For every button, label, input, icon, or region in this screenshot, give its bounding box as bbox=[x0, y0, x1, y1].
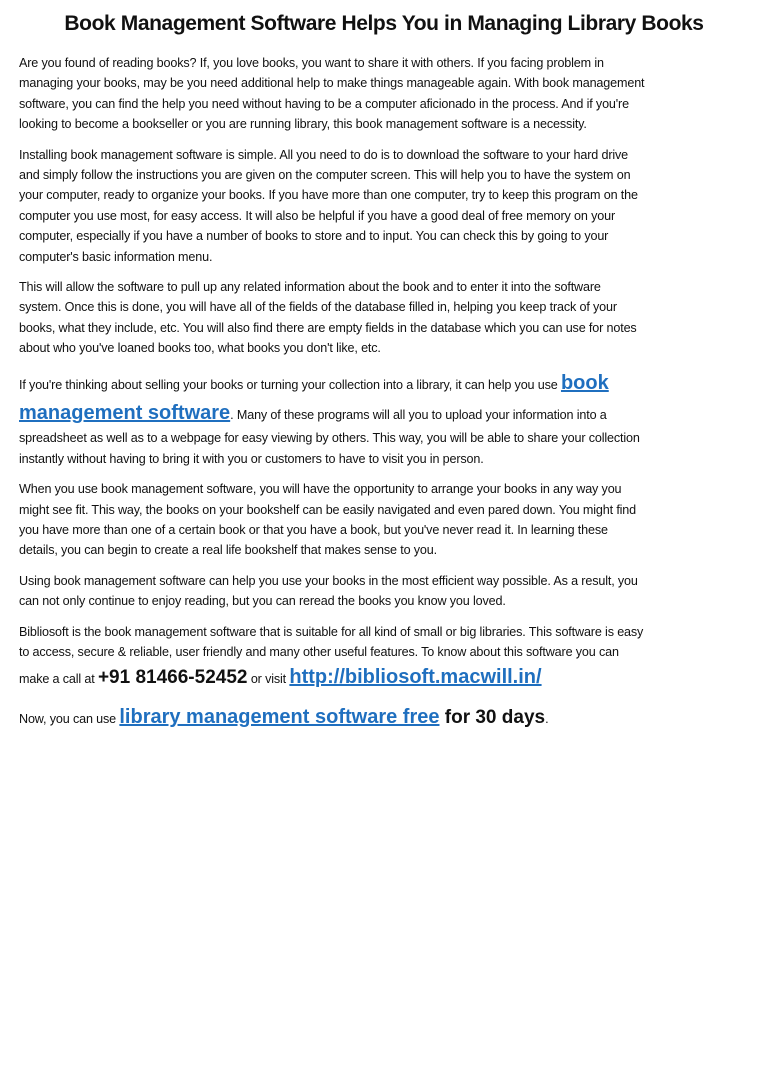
text-line: looking to become a bookseller or you are running library, this book management software is a necessity. bbox=[19, 117, 587, 132]
paragraph-4 bbox=[19, 368, 754, 469]
text-line: might see fit. This way, the books on your bookshelf can be easily navigated and even pared down. You might find bbox=[19, 502, 637, 517]
text-span: If you're thinking about selling your books or turning your collection into a library, it can help you use bbox=[19, 378, 561, 393]
book-management-software-link-part1[interactable]: book bbox=[560, 372, 609, 395]
text-line: Using book management software can help you use your books in the most efficient way possible. As a result, you bbox=[19, 573, 638, 588]
text-line: This will allow the software to pull up any related information about the book and to enter it into the software bbox=[19, 279, 601, 294]
document-title: Book Management Software Helps You in Managing Library Books bbox=[64, 12, 704, 35]
text-line: details, you can begin to create a real life bookshelf that makes sense to you. bbox=[19, 543, 437, 558]
text-span: . Many of these programs will all you to upload your information into a bbox=[230, 408, 607, 423]
paragraph-6 bbox=[19, 571, 754, 612]
text-line: Installing book management software is simple. All you need to do is to download the software to your hard drive bbox=[19, 147, 629, 162]
phone-number: +91 81466-52452 bbox=[97, 667, 248, 689]
text-line bbox=[19, 662, 754, 692]
trial-duration: for 30 days bbox=[439, 707, 546, 729]
text-span: or visit bbox=[247, 672, 290, 687]
paragraph-8 bbox=[19, 702, 754, 732]
text-line bbox=[19, 368, 754, 398]
paragraph-3 bbox=[19, 277, 754, 359]
paragraph-7 bbox=[19, 622, 754, 693]
text-line: Are you found of reading books? If, you love books, you want to share it with others. If you facing problem in bbox=[19, 56, 604, 70]
text-line: Bibliosoft is the book management software that is suitable for all kind of small or big libraries. This software is easy bbox=[19, 624, 644, 639]
text-span: make a call at bbox=[19, 672, 98, 687]
text-line: managing your books, may be you need additional help to make things manageable again. With book management bbox=[19, 76, 645, 91]
text-line: spreadsheet as well as to a webpage for easy viewing by others. This way, you will be able to share your collection bbox=[19, 431, 640, 446]
paragraph-2 bbox=[19, 145, 754, 267]
text-line: books, what they include, etc. You will also find there are empty fields in the database which you can use for notes bbox=[19, 320, 637, 335]
text-line: and simply follow the instructions you are given on the computer screen. This will help you to have the system on bbox=[19, 167, 631, 182]
text-line: computer, especially if you have a number of books to store and to input. You can check this by going to your bbox=[19, 229, 609, 244]
bibliosoft-website-link[interactable]: http://bibliosoft.macwill.in/ bbox=[289, 666, 542, 689]
paragraph-5 bbox=[19, 479, 754, 561]
text-line bbox=[19, 702, 754, 732]
text-line: your computer, ready to organize your books. If you have more than one computer, try to keep this program on the bbox=[19, 188, 638, 203]
text-line: about who you've loaned books too, what books you don't like, etc. bbox=[19, 341, 381, 356]
text-line: computer's basic information menu. bbox=[19, 249, 213, 264]
document-body bbox=[19, 53, 754, 742]
library-management-software-free-link[interactable]: library management software free bbox=[119, 706, 440, 729]
text-line: can not only continue to enjoy reading, but you can reread the books you know you loved. bbox=[19, 594, 506, 609]
text-line: software, you can find the help you need without having to be a computer aficionado in the process. And if you're bbox=[19, 96, 629, 111]
paragraph-1 bbox=[19, 53, 754, 135]
text-line: computer you use most, for easy access. It will also be helpful if you have a good deal of free memory on your bbox=[19, 208, 616, 223]
text-line: instantly without having to bring it with you or customers to have to visit you in person. bbox=[19, 451, 484, 466]
text-span: Now, you can use bbox=[19, 712, 120, 727]
text-line: you have more than one of a certain book or that you have a book, but you've never read it. In learning these bbox=[19, 523, 608, 538]
text-line: system. Once this is done, you will have all of the fields of the database filled in, helping you keep track of your bbox=[19, 300, 617, 315]
text-line: to access, secure & reliable, user friendly and many other useful features. To know about this software you can bbox=[19, 644, 619, 659]
text-line bbox=[19, 398, 754, 428]
text-line: When you use book management software, you will have the opportunity to arrange your books in any way you bbox=[19, 482, 622, 497]
text-span: . bbox=[545, 712, 549, 727]
book-management-software-link-part2[interactable]: management software bbox=[19, 402, 231, 425]
